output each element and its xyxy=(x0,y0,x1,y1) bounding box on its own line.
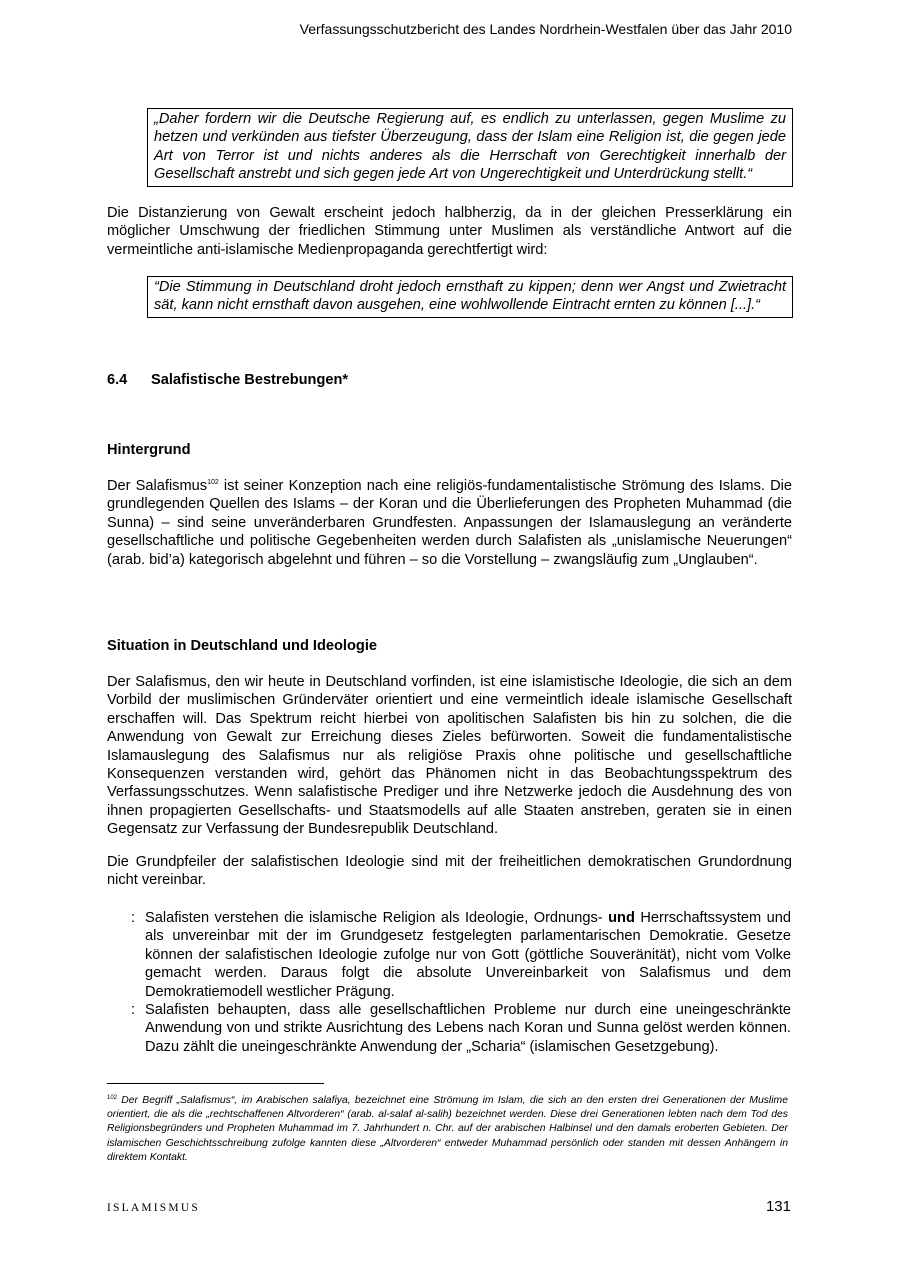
list-item-text: Salafisten verstehen die islamische Religion als Ideologie, Ordnungs- xyxy=(145,910,609,926)
quote-box: „Daher fordern wir die Deutsche Regierung auf, es endlich zu unterlassen, gegen Muslime zu hetzen und verkünden aus tiefster Überzeugung, dass der Islam eine Religion ist, die gegen jede Art von Terror ist und nichts anderes als die Herrschaft von Gerechtigkeit innerhalb der Gesellschaft anstrebt und sich gegen jede Art von Ungerechtigkeit und Unterdrückung stellt.“ xyxy=(147,108,793,187)
page-number: 131 xyxy=(765,1198,791,1215)
footnote-text: Der Begriff „Salafismus“, im Arabischen salafiya, bezeichnet eine Strömung im Islam, die sich an den ersten drei Generationen der Muslime orientiert, die als die „rechtschaffenen Altvorderen“ (arab. al-salaf al-salih) bezeichnet werden. Diese drei Generationen lebten nach dem Tod des Religionsbegründers und Propheten Muhammad im 7. Jahrhundert n. Chr. auf der arabischen Halbinsel und den damals eroberten Gebieten. Der islamischen Geschichtsschreibung zufolge kannten diese „Altvorderen“ entweder Muhammad persönlich oder standen mit dessen Anhängern in direktem Kontakt. xyxy=(107,1095,788,1163)
footnote-separator xyxy=(107,1083,324,1084)
list-item-text: Salafisten behaupten, dass alle gesellschaftlichen Probleme nur durch eine uneingeschränkte Anwendung von und strikte Ausrichtung des Lebens nach Koran und Sunna gelöst werden können. Dazu zählt die uneingeschränkte Anwendung der „Scharia“ (islamischen Gesetzgebung). xyxy=(145,1002,791,1055)
quote-box: “Die Stimmung in Deutschland droht jedoch ernsthaft zu kippen; denn wer Angst und Zwietracht sät, kann nicht ernsthaft davon ausgehen, eine wohlwollende Eintracht ernten zu können [...].“ xyxy=(147,276,793,318)
intro-paragraph: Die Distanzierung von Gewalt erscheint jedoch halbherzig, da in der gleichen Presserklärung ein möglicher Umschwung der friedlichen Stimmung unter Muslimen als verständliche Antwort auf die vermeintliche anti-islamische Medienpropaganda gerechtfertigt wird: xyxy=(107,205,792,258)
background-text: ist seiner Konzeption nach eine religiös-fundamentalistische Strömung des Islams. Die grundlegenden Quellen des Islams – der Koran und die Überlieferungen des Propheten Muhammad (die Sunna) – sind seine unveränderbaren Grundfesten. Anpassungen der Islamauslegung an veränderte gesellschaftliche und politische Gegebenheiten werden durch Salafisten als „unislamische Neuerungen“ (arab. bid’a) kategorisch abgelehnt und führen – so die Vorstellung – zwangsläufig zum „Unglauben“. xyxy=(107,478,792,568)
list-item xyxy=(131,1001,791,1056)
bullet-marker: : xyxy=(131,910,136,926)
footnote xyxy=(107,1094,788,1165)
ideology-bullet-list xyxy=(131,909,791,1056)
background-paragraph xyxy=(107,477,792,569)
list-item-text: Herrschaftssystem und als unvereinbar mit der im Grundgesetz festgelegten parlamentarischen Demokratie. Gesetze können der salafistischen Ideologie zufolge nur von Gott (göttliche Souveränität), nicht vom Volke gemacht werden. Daraus folgt die absolute Unvereinbarkeit von Salafismus und dem Demokratiemodell westlicher Prägung. xyxy=(145,910,791,1000)
subheading-situation: Situation in Deutschland und Ideologie xyxy=(107,638,377,654)
principles-paragraph: Die Grundpfeiler der salafistischen Ideologie sind mit der freiheitlichen demokratischen Grundordnung nicht vereinbar. xyxy=(107,854,792,889)
section-heading xyxy=(107,372,348,388)
section-title: Salafistische Bestrebungen* xyxy=(151,372,349,388)
footnote-number: 102 xyxy=(107,1095,118,1101)
situation-paragraph: Der Salafismus, den wir heute in Deutschland vorfinden, ist eine islamistische Ideologie, die sich an dem Vorbild der muslimischen Gründerväter orientiert und eine vermeintlich ideale islamische Gesellschaft erschaffen will. Das Spektrum reicht hierbei von apolitischen Salafisten bis hin zu solchen, die die Anwendung von Gewalt zur Erreichung dieses Zieles befürworten. Soweit die fundamentalistische Islamauslegung des Salafismus nur als religiöse Praxis ohne politische und gesellschaftliche Konsequenzen verstanden wird, gehört das Phänomen nicht in das Beobachtungsspektrum des Verfassungsschutzes. Wenn salafistische Prediger und ihre Netzwerke jedoch die Ausdehnung des von ihnen propagierten Gesellschafts- und Staatsmodells auf alle Staaten anstreben, geraten sie in einen Gegensatz zur Verfassung der Bundesrepublik Deutschland. xyxy=(107,674,792,838)
emphasis-text: und xyxy=(608,910,635,926)
footnote-reference[interactable]: 102 xyxy=(207,479,219,486)
bullet-marker: : xyxy=(131,1002,136,1019)
lead-word: Der Salafismus xyxy=(107,478,208,494)
footer-section-label: ISLAMISMUS xyxy=(107,1202,200,1214)
running-header: Verfassungsschutzbericht des Landes Nordrhein-Westfalen über das Jahr 2010 xyxy=(299,21,792,37)
subheading-background: Hintergrund xyxy=(107,442,191,458)
list-item xyxy=(131,909,791,1001)
section-number: 6.4 xyxy=(107,372,128,388)
